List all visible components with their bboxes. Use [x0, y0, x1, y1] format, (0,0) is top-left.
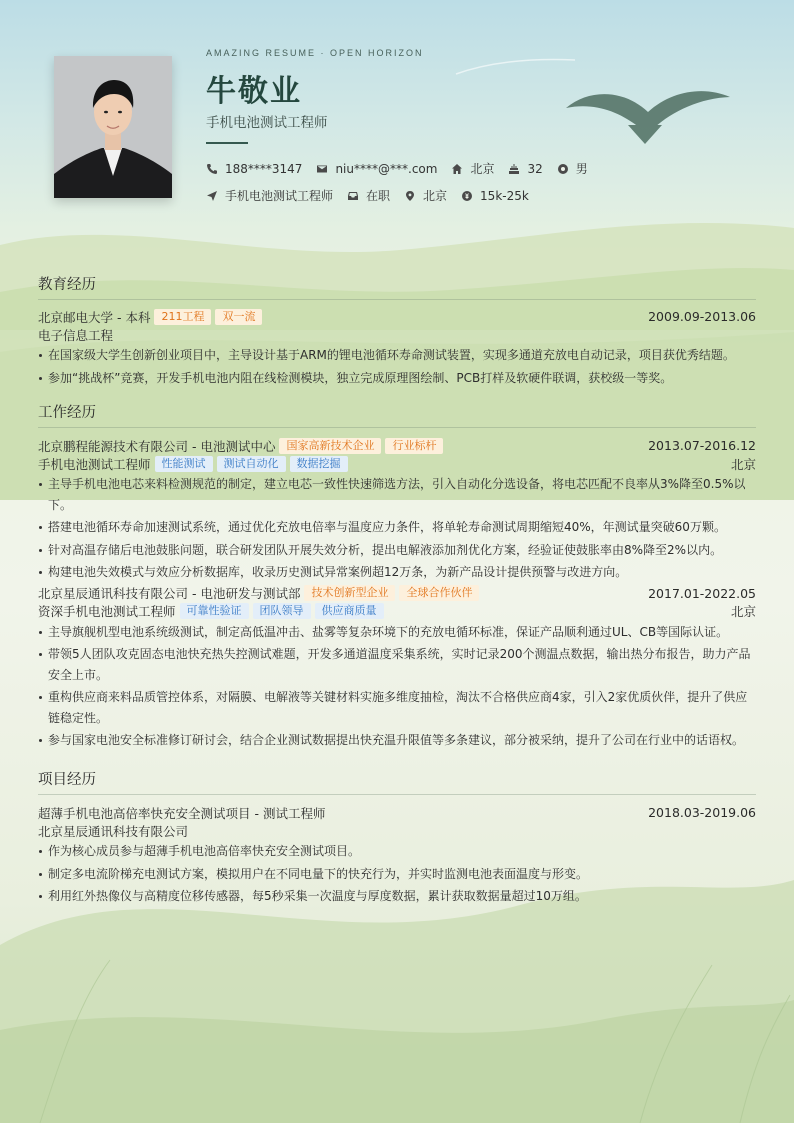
job-role-row	[38, 603, 756, 620]
salary-info	[461, 189, 529, 203]
project-title: 项目经历	[38, 768, 756, 795]
work-section	[38, 401, 756, 751]
project-date: 2018.03-2019.06	[648, 805, 756, 820]
education-bullets	[38, 345, 756, 388]
job-title: 手机电池测试工程师	[206, 115, 328, 131]
employment-status-info	[347, 187, 390, 204]
home-city-info	[451, 160, 494, 177]
education-title: 教育经历	[38, 273, 756, 300]
role-name: 手机电池测试工程师	[38, 456, 151, 472]
skill-tag: 测试自动化	[217, 456, 286, 472]
company-tag: 行业标杆	[385, 438, 443, 454]
job-city: 北京	[730, 604, 756, 619]
job-role-row	[38, 455, 756, 472]
list-item: 在国家级大学生创新创业项目中，主导设计基于ARM的锂电池循环寿命测试装置，实现多通道充放电自动记录，项目获优秀结题。	[38, 345, 756, 366]
project-org-row	[38, 822, 756, 839]
skill-tag: 可靠性验证	[180, 603, 249, 619]
major-name: 电子信息工程	[38, 327, 114, 343]
education-date: 2009.09-2013.06	[648, 309, 756, 324]
age-info	[508, 162, 542, 176]
mail-icon	[316, 163, 328, 175]
cake-icon	[508, 163, 520, 175]
company-tag: 技术创新型企业	[304, 585, 395, 601]
project-org: 北京星辰通讯科技有限公司	[38, 823, 189, 839]
resume-tagline: AMAZING RESUME · OPEN HORIZON	[206, 48, 424, 58]
job-date: 2017.01-2022.05	[648, 585, 756, 601]
phone-text: 188****3147	[225, 161, 303, 176]
salary-text: 15k-25k	[480, 188, 529, 203]
gender-icon	[557, 163, 569, 175]
list-item: 利用红外热像仪与高精度位移传感器，每5秒采集一次温度与厚度数据，累计获取数据量超过10万组。	[38, 886, 756, 907]
project-bullets	[38, 841, 756, 907]
list-item: 带领5人团队攻克固态电池快充热失控测试难题，开发多通道温度采集系统，实时记录200个测温点数据，输出热分布报告，助力产品安全上市。	[38, 644, 756, 685]
gender-info	[557, 160, 588, 177]
home-icon	[451, 163, 463, 175]
job-date: 2013.07-2016.12	[648, 438, 756, 453]
employment-status-text: 在职	[366, 189, 391, 203]
education-major-row	[38, 326, 756, 343]
intended-position-info	[206, 187, 333, 204]
project-section	[38, 768, 756, 907]
company-name: 北京鹏程能源技术有限公司 - 电池测试中心	[38, 438, 276, 454]
school-tag: 双一流	[215, 309, 262, 325]
send-icon	[206, 190, 218, 202]
job-intent-row	[206, 187, 543, 204]
job-entry-header	[38, 584, 756, 603]
skill-tag: 数据挖掘	[290, 456, 348, 472]
age-text: 32	[527, 161, 543, 176]
job-entry-header	[38, 436, 756, 455]
location-icon	[404, 190, 416, 202]
skill-tag: 性能测试	[155, 456, 213, 472]
list-item: 参与国家电池安全标准修订研讨会，结合企业测试数据提出快充温升限值等多条建议，部分被采纳，提升了公司在行业中的话语权。	[38, 730, 756, 751]
list-item: 重构供应商来料品质管控体系，对隔膜、电解液等关键材料实施多维度抽检，淘汰不合格供应商4家，引入2家优质伙伴，提升了供应链稳定性。	[38, 687, 756, 728]
phone-info	[206, 162, 302, 176]
company-name: 北京星辰通讯科技有限公司 - 电池研发与测试部	[38, 586, 301, 601]
phone-icon	[206, 163, 218, 175]
gender-text: 男	[575, 162, 588, 176]
header-divider	[206, 142, 248, 144]
education-section	[38, 273, 756, 388]
project-name: 超薄手机电池高倍率快充安全测试项目 - 测试工程师	[38, 805, 326, 821]
contact-info-row	[206, 160, 602, 177]
list-item: 主导旗舰机型电池系统级测试，制定高低温冲击、盐雾等复杂环境下的充放电循环标准，保证产品顺利通过UL、CB等国际认证。	[38, 622, 756, 643]
skill-tag: 团队领导	[253, 603, 311, 619]
list-item: 针对高温存储后电池鼓胀问题，联合研发团队开展失效分析，提出电解液添加剂优化方案，经验证使鼓胀率由8%降至2%以内。	[38, 540, 756, 561]
salary-icon	[461, 190, 473, 202]
list-item: 制定多电流阶梯充电测试方案，模拟用户在不同电量下的快充行为，并实时监测电池表面温度与形变。	[38, 864, 756, 885]
intended-city-text: 北京	[423, 189, 448, 203]
role-name: 资深手机电池测试工程师	[38, 604, 176, 619]
list-item: 主导手机电池电芯来料检测规范的制定，建立电芯一致性快速筛选方法，引入自动化分选设备，将电芯匹配不良率从3%降至0.5%以下。	[38, 474, 756, 515]
company-tag: 国家高新技术企业	[279, 438, 381, 454]
intended-city-info	[404, 187, 447, 204]
school-tag: 211工程	[154, 309, 211, 325]
inbox-icon	[347, 190, 359, 202]
job-city: 北京	[730, 456, 756, 472]
home-city-text: 北京	[470, 162, 495, 176]
list-item: 作为核心成员参与超薄手机电池高倍率快充安全测试项目。	[38, 841, 756, 862]
job-bullets	[38, 474, 756, 583]
education-entry-header	[38, 307, 756, 326]
school-name: 北京邮电大学 - 本科	[38, 309, 151, 325]
list-item: 搭建电池循环寿命加速测试系统，通过优化充放电倍率与温度应力条件，将单轮寿命测试周期缩短40%，年测试量突破60万颗。	[38, 517, 756, 538]
company-tag: 全球合作伙伴	[399, 585, 479, 601]
skill-tag: 供应商质量	[315, 603, 384, 619]
work-title: 工作经历	[38, 401, 756, 428]
candidate-name: 牛敬业	[206, 74, 302, 109]
email-text: niu****@***.com	[335, 161, 438, 176]
project-entry-header	[38, 803, 756, 822]
list-item: 参加“挑战杯”竞赛，开发手机电池内阻在线检测模块，独立完成原理图绘制、PCB打样及软硬件联调，获校级一等奖。	[38, 368, 756, 389]
profile-photo	[54, 56, 172, 198]
list-item: 构建电池失效模式与效应分析数据库，收录历史测试异常案例超12万条，为新产品设计提供预警与改进方向。	[38, 562, 756, 583]
email-info	[316, 162, 437, 176]
intended-position-text: 手机电池测试工程师	[225, 189, 334, 203]
job-bullets	[38, 622, 756, 751]
